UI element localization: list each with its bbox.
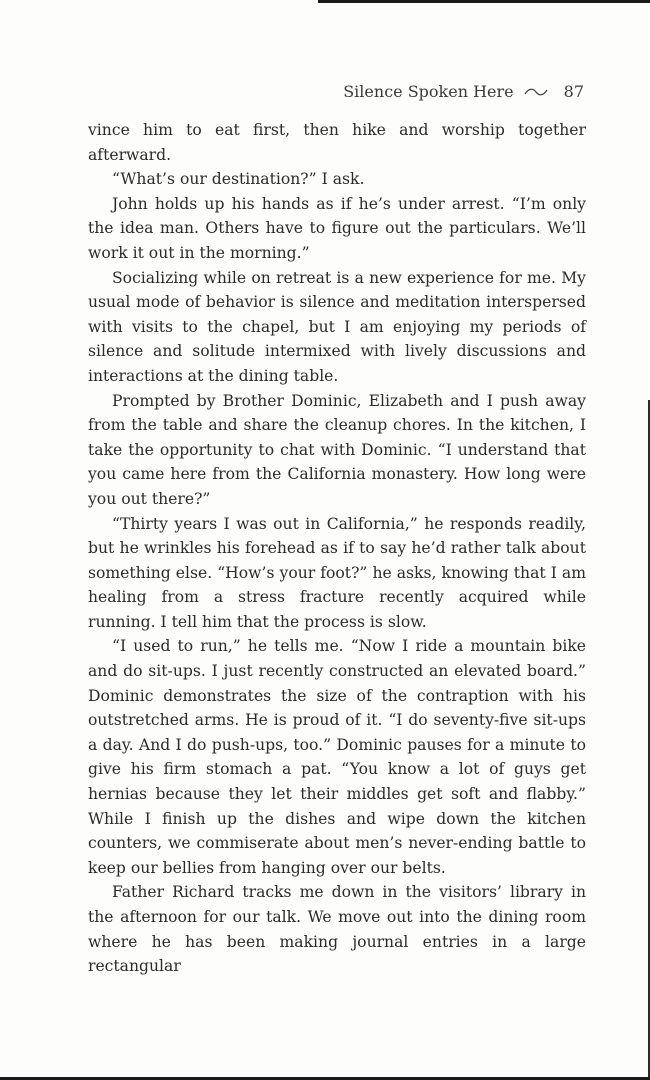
running-head-title: Silence Spoken Here bbox=[343, 82, 514, 101]
page-number: 87 bbox=[563, 82, 584, 101]
paragraph: Father Richard tracks me down in the visitors’ library in the afternoon for our talk. We move out into the dining room where he has been making journal entries in a large rectangular bbox=[88, 883, 586, 976]
body-text bbox=[88, 118, 586, 979]
paragraph: vince him to eat first, then hike and worship together afterward. bbox=[88, 121, 586, 164]
tilde-swash-icon bbox=[524, 87, 548, 97]
scan-edge-top bbox=[318, 0, 650, 3]
paragraph: Socializing while on retreat is a new experience for me. My usual mode of behavior is silence and meditation interspersed with visits to the chapel, but I am enjoying my periods of silence and solitude intermixed with lively discussions and interactions at the dining table. bbox=[88, 268, 586, 385]
running-head bbox=[343, 82, 584, 101]
paragraph: “Thirty years I was out in California,” he responds readily, but he wrinkles his forehead as if to say he’d rather talk about something else. “How’s your foot?” he asks, knowing that I am healing from a stress fracture recently acquired while running. I tell him that the process is slow. bbox=[88, 514, 586, 631]
paragraph: “I used to run,” he tells me. “Now I ride a mountain bike and do sit-ups. I just recently constructed an elevated board.” Dominic demonstrates the size of the contraption with his outstretched arms. He is proud of it. “I do seventy-five sit-ups a day. And I do push-ups, too.” Dominic pauses for a minute to give his firm stomach a pat. “You know a lot of guys get hernias because they let their middles get soft and flabby.” While I finish up the dishes and wipe down the kitchen counters, we commiserate about men’s never-ending battle to keep our bellies from hanging over our belts. bbox=[88, 637, 586, 877]
paragraph: “What’s our destination?” I ask. bbox=[112, 170, 365, 189]
paragraph: John holds up his hands as if he’s under arrest. “I’m only the idea man. Others have to figure out the particulars. We’ll work it out in the morning.” bbox=[88, 194, 586, 262]
paragraph: Prompted by Brother Dominic, Elizabeth and I push away from the table and share the cleanup chores. In the kitchen, I take the opportunity to chat with Dominic. “I understand that you came here from the California monastery. How long were you out there?” bbox=[88, 391, 586, 508]
